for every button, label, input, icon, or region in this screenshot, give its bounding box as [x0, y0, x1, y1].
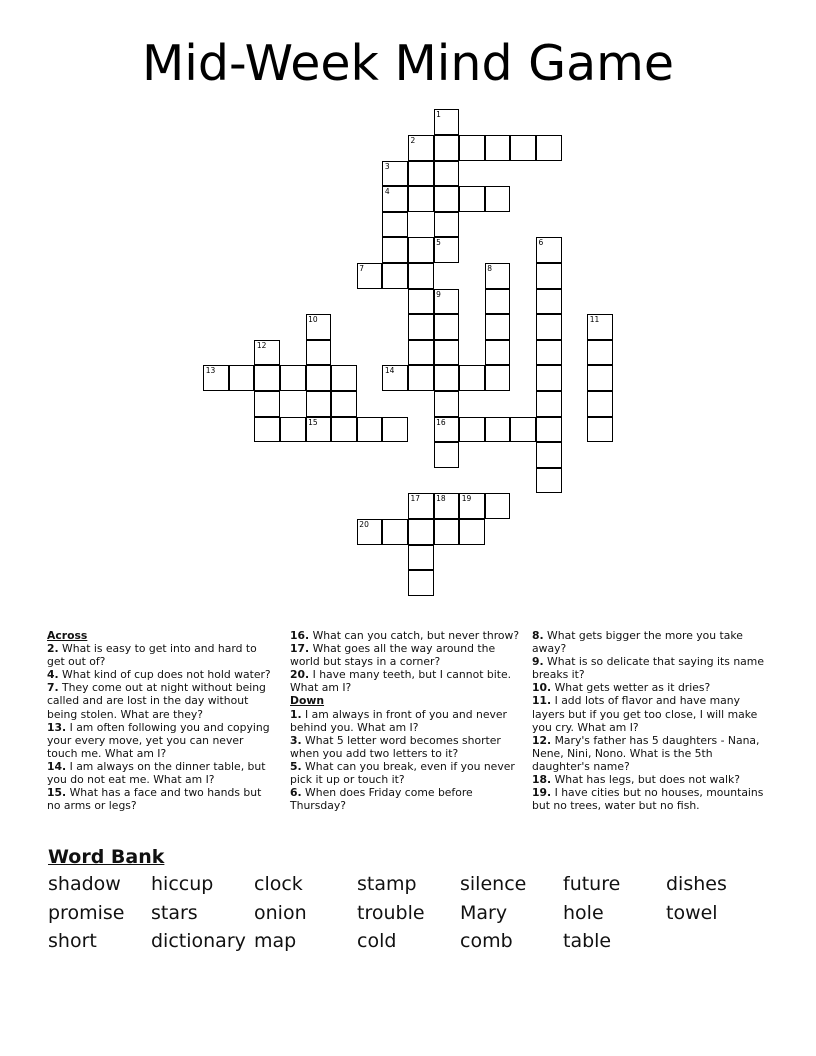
- grid-cell[interactable]: [459, 186, 485, 212]
- grid-cell[interactable]: [434, 417, 460, 443]
- clue-number: 8: [487, 264, 493, 273]
- grid-cell[interactable]: [408, 161, 434, 187]
- clue-number: 6: [538, 238, 544, 248]
- clue-number: 2: [410, 136, 416, 145]
- page-title: Mid-Week Mind Game: [141, 35, 674, 92]
- grid-cell[interactable]: [587, 417, 613, 443]
- clue-num: 12.: [532, 733, 552, 747]
- clue-text: What can you catch, but never throw?: [309, 629, 520, 642]
- grid-cell[interactable]: [331, 365, 357, 391]
- grid-cell[interactable]: [434, 212, 460, 238]
- grid-cell[interactable]: [510, 417, 536, 443]
- word-bank-word: hole: [563, 901, 604, 924]
- clue-text: What 5 letter word becomes shorter when you add two letters to it?: [290, 733, 501, 760]
- clues-column-3: [532, 629, 772, 812]
- grid-cell[interactable]: [510, 135, 536, 161]
- grid-cell[interactable]: [254, 391, 280, 417]
- clue-num: 19.: [532, 786, 552, 800]
- grid-cell[interactable]: [485, 417, 511, 443]
- clue-number: 20: [359, 520, 369, 529]
- across-clue-list-continued: [290, 629, 520, 694]
- grid-cell[interactable]: [459, 135, 485, 161]
- grid-cell[interactable]: [434, 135, 460, 161]
- clue-num: 11.: [532, 694, 552, 708]
- clue-number: 9: [436, 289, 441, 299]
- clue-num: 10.: [532, 681, 552, 695]
- grid-cell[interactable]: [357, 417, 383, 443]
- clue-text: What has legs, but does not walk?: [551, 773, 740, 787]
- clue-num: 7.: [47, 681, 59, 695]
- grid-cell[interactable]: [434, 289, 460, 315]
- clue-num: 17.: [290, 642, 310, 656]
- grid-cell[interactable]: [382, 161, 408, 187]
- grid-cell[interactable]: [306, 417, 332, 443]
- clue-num: 15.: [47, 786, 67, 800]
- grid-cell[interactable]: [382, 365, 408, 391]
- clue-number: 16: [436, 417, 446, 427]
- word-bank-word: dishes: [666, 873, 727, 895]
- clue-text: I have many teeth, but I cannot bite. What am I?: [290, 668, 512, 695]
- clue-num: 2.: [47, 642, 59, 656]
- clue-num: 18.: [532, 773, 552, 787]
- grid-cell[interactable]: [536, 340, 562, 366]
- grid-cell[interactable]: [203, 365, 229, 391]
- clue-item: [47, 681, 277, 720]
- clue-text: What can you break, even if you never pick it up or touch it?: [290, 759, 515, 787]
- grid-cell[interactable]: [434, 186, 460, 212]
- word-bank-word: shadow: [48, 873, 121, 895]
- grid-cell[interactable]: [331, 391, 357, 417]
- word-bank-word: stamp: [357, 873, 417, 895]
- clue-item: [290, 668, 520, 694]
- clue-text: I add lots of flavor and have many layers but if you get too close, I will make you cry. What am I?: [532, 694, 758, 734]
- word-bank-word: dictionary: [151, 930, 246, 952]
- grid-cell[interactable]: [434, 237, 460, 263]
- clue-number: 7: [359, 264, 365, 273]
- clue-number: 1: [436, 110, 441, 120]
- grid-cell[interactable]: [382, 519, 408, 545]
- grid-cell[interactable]: [536, 391, 562, 417]
- grid-cell[interactable]: [408, 314, 434, 340]
- grid-cell[interactable]: [485, 263, 511, 289]
- grid-cell[interactable]: [459, 519, 485, 545]
- clue-number: 11: [589, 315, 600, 325]
- grid-cell[interactable]: [536, 263, 562, 289]
- grid-cell[interactable]: [485, 186, 511, 212]
- grid-cell[interactable]: [485, 289, 511, 315]
- grid-cell[interactable]: [485, 493, 511, 519]
- grid-cell[interactable]: [408, 237, 434, 263]
- clue-number: 10: [308, 315, 318, 325]
- clue-item: [532, 629, 772, 655]
- clue-number: 13: [205, 366, 216, 376]
- clue-text: What is so delicate that saying its name breaks it?: [532, 655, 764, 682]
- grid-cell[interactable]: [434, 442, 460, 468]
- word-bank-word: short: [48, 930, 97, 952]
- grid-cell[interactable]: [280, 365, 306, 391]
- word-bank-word: silence: [460, 873, 527, 895]
- clue-text: What goes all the way around the world but stays in a corner?: [290, 642, 496, 669]
- clue-text: When does Friday come before Thursday?: [290, 786, 473, 813]
- grid-cell[interactable]: [306, 391, 332, 417]
- clue-num: 5.: [290, 759, 302, 773]
- word-bank-word: hiccup: [151, 873, 214, 895]
- clue-number: 4: [384, 187, 390, 197]
- clue-num: 13.: [47, 720, 67, 734]
- grid-cell[interactable]: [587, 391, 613, 417]
- clue-item: [532, 694, 772, 733]
- across-heading: Across: [47, 629, 88, 642]
- clue-text: They come out at night without being called and are lost in the day without being stolen. What are they?: [47, 681, 266, 721]
- clue-text: What gets bigger the more you take away?: [532, 629, 743, 656]
- word-bank-word: stars: [151, 901, 198, 924]
- clue-number: 14: [384, 366, 395, 376]
- down-heading: Down: [290, 694, 325, 708]
- grid-cell[interactable]: [434, 340, 460, 366]
- grid-cell[interactable]: [306, 365, 332, 391]
- clues-column-1: [47, 629, 277, 812]
- grid-cell[interactable]: [536, 135, 562, 161]
- grid-cell[interactable]: [382, 263, 408, 289]
- grid-cell[interactable]: [434, 109, 460, 135]
- grid-cell[interactable]: [434, 493, 460, 519]
- word-bank: [48, 872, 768, 954]
- clue-item: [532, 655, 772, 681]
- grid-cell[interactable]: [587, 340, 613, 366]
- word-bank-word: Mary: [460, 901, 508, 924]
- grid-cell[interactable]: [306, 340, 332, 366]
- clue-num: 9.: [532, 655, 544, 669]
- clue-item: [290, 629, 520, 642]
- grid-cell[interactable]: [536, 289, 562, 315]
- clue-item: [47, 721, 277, 760]
- grid-cell[interactable]: [434, 365, 460, 391]
- clue-item: [532, 786, 772, 812]
- clue-num: 8.: [532, 629, 544, 642]
- grid-cell[interactable]: [254, 340, 280, 366]
- grid-cell[interactable]: [408, 263, 434, 289]
- grid-cell[interactable]: [382, 212, 408, 238]
- word-bank-word: clock: [254, 873, 303, 895]
- grid-cell[interactable]: [408, 186, 434, 212]
- clue-item: [532, 681, 772, 694]
- word-bank-word: table: [563, 930, 612, 952]
- grid-cell[interactable]: [459, 417, 485, 443]
- grid-cell[interactable]: [434, 161, 460, 187]
- clue-item: [290, 786, 520, 812]
- clue-text: I am always on the dinner table, but you do not eat me. What am I?: [47, 759, 266, 787]
- clue-text: Mary's father has 5 daughters - Nana, Nene, Nini, Nono. What is the 5th daughter's name?: [532, 733, 760, 773]
- grid-cell[interactable]: [306, 314, 332, 340]
- word-bank-word: trouble: [357, 901, 425, 924]
- grid-cell[interactable]: [536, 314, 562, 340]
- clue-item: [290, 642, 520, 668]
- grid-cell[interactable]: [280, 417, 306, 443]
- down-clue-list: [290, 708, 520, 813]
- clue-text: What is easy to get into and hard to get out of?: [47, 642, 257, 669]
- clue-text: What has a face and two hands but no arms or legs?: [47, 786, 262, 813]
- grid-cell[interactable]: [434, 391, 460, 417]
- clue-number: 12: [256, 340, 267, 350]
- grid-cell[interactable]: [408, 519, 434, 545]
- clue-text: I am often following you and copying your every move, yet you can never touch me. What am I?: [47, 720, 270, 760]
- down-clue-list-continued: [532, 629, 772, 812]
- clue-item: [47, 786, 277, 812]
- across-clue-list: [47, 642, 277, 812]
- grid-cell[interactable]: [408, 545, 434, 571]
- clue-num: 4.: [47, 668, 59, 682]
- grid-cell[interactable]: [536, 365, 562, 391]
- grid-cell[interactable]: [485, 135, 511, 161]
- word-bank-title: Word Bank: [48, 846, 165, 868]
- clue-item: [532, 734, 772, 773]
- word-bank-word: cold: [357, 930, 397, 952]
- word-bank-word: map: [254, 930, 297, 952]
- clue-item: [290, 760, 520, 786]
- grid-cell[interactable]: [357, 263, 383, 289]
- grid-cell[interactable]: [357, 519, 383, 545]
- word-bank-word: future: [563, 873, 621, 895]
- grid-cell[interactable]: [536, 468, 562, 494]
- clue-item: [47, 668, 277, 681]
- grid-cell[interactable]: [382, 237, 408, 263]
- grid-cell[interactable]: [408, 340, 434, 366]
- clue-number: 18: [436, 494, 446, 504]
- grid-cell[interactable]: [408, 135, 434, 161]
- clue-number: 17: [410, 494, 421, 504]
- word-bank-word: comb: [460, 930, 513, 952]
- clue-text: I have cities but no houses, mountains but no trees, water but no fish.: [532, 786, 764, 813]
- grid-cell[interactable]: [485, 314, 511, 340]
- grid-cell[interactable]: [408, 570, 434, 596]
- clue-number: 19: [461, 494, 472, 504]
- grid-cell[interactable]: [485, 340, 511, 366]
- word-bank-word: promise: [48, 901, 125, 924]
- clue-item: [532, 773, 772, 786]
- clue-item: [47, 760, 277, 786]
- grid-cell[interactable]: [408, 365, 434, 391]
- clue-item: [290, 708, 520, 734]
- grid-cell[interactable]: [382, 186, 408, 212]
- grid-cell[interactable]: [434, 314, 460, 340]
- grid-cell[interactable]: [536, 237, 562, 263]
- grid-cell[interactable]: [459, 365, 485, 391]
- clue-num: 3.: [290, 733, 302, 747]
- clue-number: 15: [308, 417, 318, 427]
- grid-cell[interactable]: [254, 365, 280, 391]
- word-bank-word: towel: [666, 901, 718, 924]
- grid-cell[interactable]: [331, 417, 357, 443]
- clue-number: 5: [436, 238, 441, 248]
- grid-cell[interactable]: [587, 365, 613, 391]
- clue-text: What kind of cup does not hold water?: [58, 668, 271, 682]
- clue-item: [290, 734, 520, 760]
- clue-num: 6.: [290, 786, 302, 800]
- clue-number: 3: [384, 161, 390, 171]
- grid-cell[interactable]: [229, 365, 255, 391]
- grid-cell[interactable]: [408, 289, 434, 315]
- grid-cell[interactable]: [536, 442, 562, 468]
- grid-cell[interactable]: [459, 493, 485, 519]
- clue-num: 14.: [47, 759, 67, 773]
- grid-cell[interactable]: [382, 417, 408, 443]
- clue-num: 1.: [290, 707, 302, 721]
- clues-column-2: [290, 629, 520, 812]
- clue-text: What gets wetter as it dries?: [551, 681, 711, 695]
- grid-cell[interactable]: [587, 314, 613, 340]
- grid-cell[interactable]: [485, 365, 511, 391]
- clue-item: [47, 642, 277, 668]
- grid-cell[interactable]: [408, 493, 434, 519]
- grid-cell[interactable]: [434, 519, 460, 545]
- clue-num: 16.: [290, 629, 310, 642]
- grid-cell[interactable]: [254, 417, 280, 443]
- grid-cell[interactable]: [536, 417, 562, 443]
- clue-num: 20.: [290, 668, 310, 682]
- clue-text: I am always in front of you and never behind you. What am I?: [290, 707, 507, 734]
- word-bank-word: onion: [254, 901, 307, 924]
